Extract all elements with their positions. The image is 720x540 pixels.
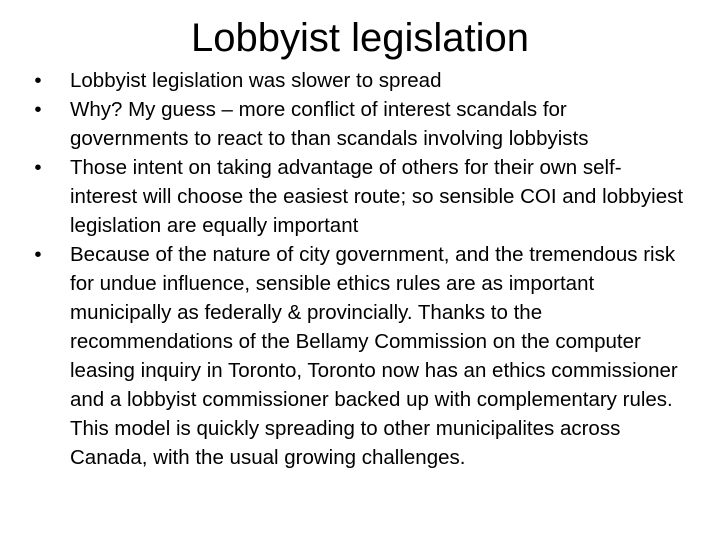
- slide-title: Lobbyist legislation: [191, 16, 529, 60]
- bullet-item: [24, 66, 684, 95]
- bullet-marker: •: [34, 69, 42, 92]
- bullet-text: Because of the nature of city government, and the tremendous risk for undue influence, sensible ethics rules are as important municipally as federally & provincially. Thanks to the recommendations of the Bellamy Commission on the computer leasing inquiry in Toronto, Toronto now has an ethics commissioner and a lobbyist commissioner backed up with complementary rules. This model is quickly spreading to other municipalites across Canada, with the usual growing challenges.: [70, 243, 678, 469]
- bullet-marker: •: [34, 98, 42, 121]
- bullet-item: [24, 240, 684, 472]
- bullet-marker: •: [34, 243, 42, 266]
- bullet-marker: •: [34, 156, 42, 179]
- bullet-text: Lobbyist legislation was slower to spread: [70, 69, 442, 92]
- bullet-list: [24, 66, 684, 472]
- bullet-text: Those intent on taking advantage of others for their own self-interest will choose the easiest route; so sensible COI and lobbyiest legislation are equally important: [70, 156, 684, 237]
- bullet-item: [24, 95, 684, 153]
- bullet-item: [24, 153, 684, 240]
- bullet-text: Why? My guess – more conflict of interest scandals for governments to react to than scandals involving lobbyists: [70, 98, 589, 150]
